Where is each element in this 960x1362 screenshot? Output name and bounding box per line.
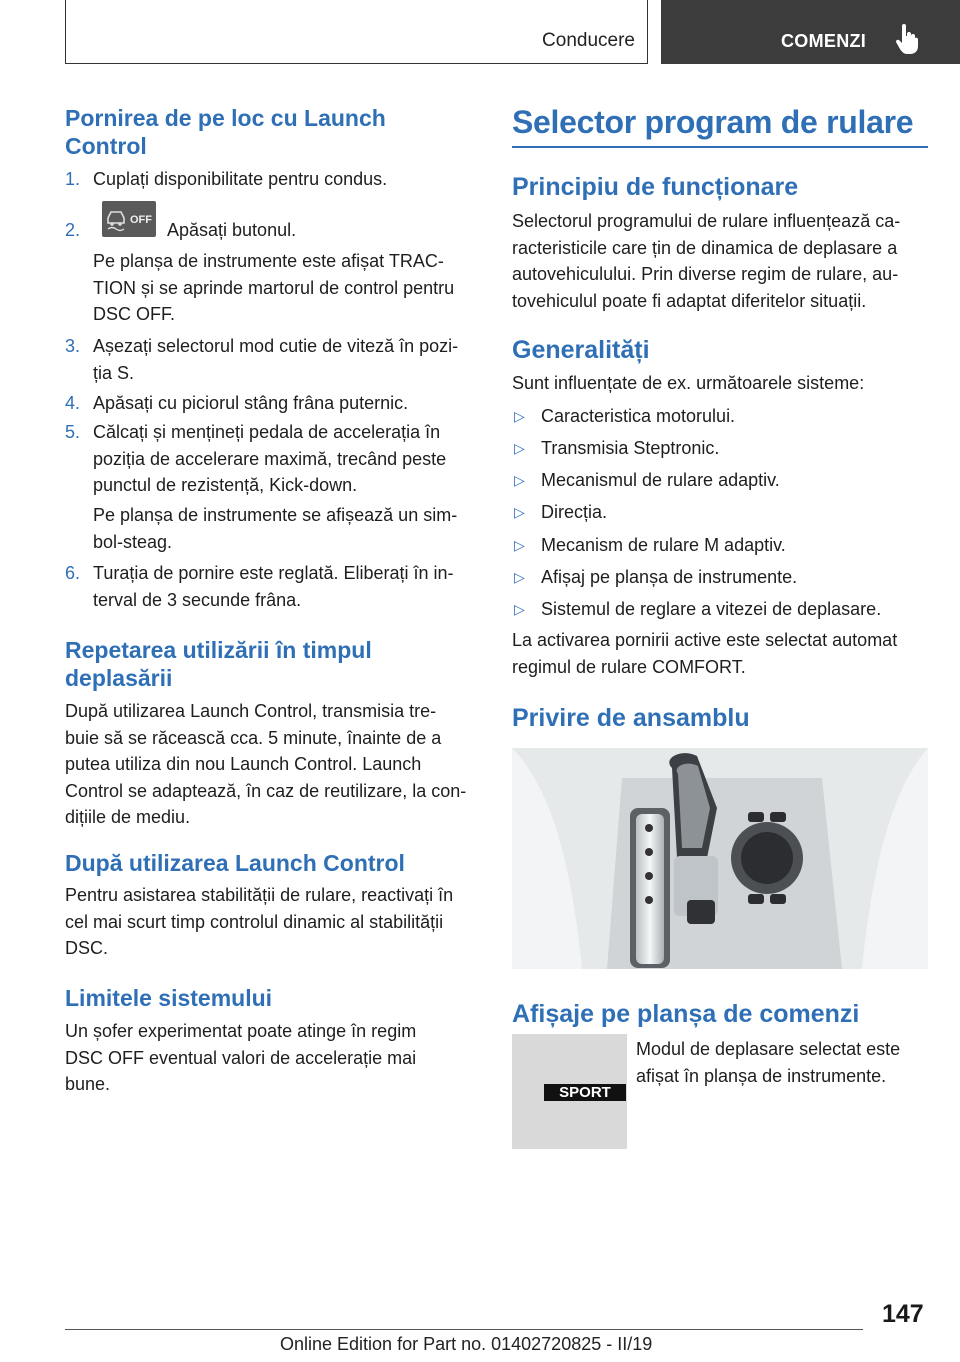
heading-launch-control: [65, 104, 386, 160]
step-number: 1.: [65, 169, 81, 189]
list-item: Afișaj pe planșa de instrumente.: [541, 567, 798, 587]
button-icon-text: OFF: [130, 214, 152, 226]
heading-line: Control: [65, 133, 147, 159]
paragraph-after-use: Pentru asistarea stabilității de rulare, reactivați în cel mai scurt timp controlul dinamic al stabilității DSC.: [65, 885, 454, 958]
pointing-hand-icon: [895, 24, 919, 54]
step-text: Pe planșa de instrumente este afișat TRAC‐ TION și se aprinde martorul de control pentru DSC OFF.: [93, 251, 455, 324]
footer-edition: Online Edition for Part no. 01402720825 - II/19: [280, 1334, 653, 1354]
step-number: 4.: [65, 393, 81, 413]
footer-divider: [65, 1329, 863, 1330]
heading-system-limits: Limitele sistemului: [65, 985, 273, 1011]
header-tab[interactable]: [661, 0, 960, 64]
title-divider: [512, 146, 928, 148]
step-text: Apăsați cu piciorul stâng frâna puternic.: [93, 393, 409, 413]
heading-repeat-use: Repetarea utilizării în timpul deplasării: [65, 637, 372, 691]
step-number: 2.: [65, 220, 81, 240]
bullet-triangle-icon: ▷: [514, 569, 525, 585]
step-number: 6.: [65, 563, 81, 583]
bullet-triangle-icon: ▷: [514, 408, 525, 424]
step-text: Cuplați disponibilitate pentru condus.: [93, 169, 388, 189]
paragraph-activation: La activarea pornirii active este selectat automat regimul de rulare COMFORT.: [512, 630, 898, 677]
paragraph-principle: Selectorul programului de rulare influențează ca‐ racteristicile care țin de dinamica de deplasare a autovehiculului. Prin diverse regim de rulare, au‐ tovehiculul poate fi adaptat diferitelor situații.: [512, 211, 901, 311]
header-section-box: [65, 0, 648, 64]
traction-off-button-icon: [102, 201, 156, 237]
sport-mode-label: SPORT: [544, 1084, 626, 1101]
page-number: 147: [882, 1300, 924, 1328]
page-title: Selector program de rulare: [512, 104, 914, 140]
header-tab-label: COMENZI: [781, 31, 867, 51]
bullet-triangle-icon: ▷: [514, 537, 525, 553]
step-text: Călcați și mențineți pedala de accelerația în poziția de accelerare maximă, trecând peste punctul de rezistență, Kick-down.: [93, 422, 447, 495]
heading-after-use: După utilizarea Launch Control: [65, 850, 405, 876]
center-console-illustration: [512, 748, 928, 969]
list-item: Mecanismul de rulare adaptiv.: [541, 470, 780, 490]
car-skid-icon: [102, 201, 156, 237]
step-text: Așezați selectorul mod cutie de viteză în pozi‐ ția S.: [93, 336, 459, 383]
heading-control-display: Afișaje pe planșa de comenzi: [512, 1000, 860, 1028]
list-item: Caracteristica motorului.: [541, 406, 736, 426]
list-item: Direcția.: [541, 502, 608, 522]
paragraph-repeat-use: După utilizarea Launch Control, transmisia tre‐ buie să se răcească cca. 5 minute, înainte de a putea utiliza din nou Launch Control. Launch Control se adaptează, în caz de reutilizare, la con‐ dițiile de mediu.: [65, 701, 467, 827]
bullet-triangle-icon: ▷: [514, 472, 525, 488]
step-text: Turația de pornire este reglată. Eliberați în in‐ terval de 3 secunde frâna.: [93, 563, 454, 610]
list-item: Sistemul de reglare a vitezei de deplasare.: [541, 599, 882, 619]
step-number: 5.: [65, 422, 81, 442]
paragraph-system-limits: Un șofer experimentat poate atinge în regim DSC OFF eventual valori de accelerație mai bune.: [65, 1021, 417, 1094]
heading-general: Generalități: [512, 336, 650, 364]
heading-line: Pornirea de pe loc cu Launch: [65, 105, 386, 131]
header-section-title: Conducere: [542, 30, 635, 51]
bullet-triangle-icon: ▷: [514, 504, 525, 520]
paragraph-general: Sunt influențate de ex. următoarele sisteme:: [512, 373, 865, 393]
paragraph-control-display: Modul de deplasare selectat este afișat în planșa de instrumente.: [636, 1039, 901, 1086]
sport-display-image: [512, 1034, 627, 1149]
gear-selector-photo: [512, 748, 928, 969]
heading-overview: Privire de ansamblu: [512, 704, 750, 732]
bullet-triangle-icon: ▷: [514, 440, 525, 456]
step-text: Apăsați butonul.: [167, 220, 297, 240]
bullet-triangle-icon: ▷: [514, 601, 525, 617]
list-item: Transmisia Steptronic.: [541, 438, 720, 458]
heading-principle: Principiu de funcționare: [512, 173, 799, 201]
step-text: Pe planșa de instrumente se afișează un sim‐ bol-steag.: [93, 505, 458, 552]
list-item: Mecanism de rulare M adaptiv.: [541, 535, 786, 555]
step-number: 3.: [65, 336, 81, 356]
